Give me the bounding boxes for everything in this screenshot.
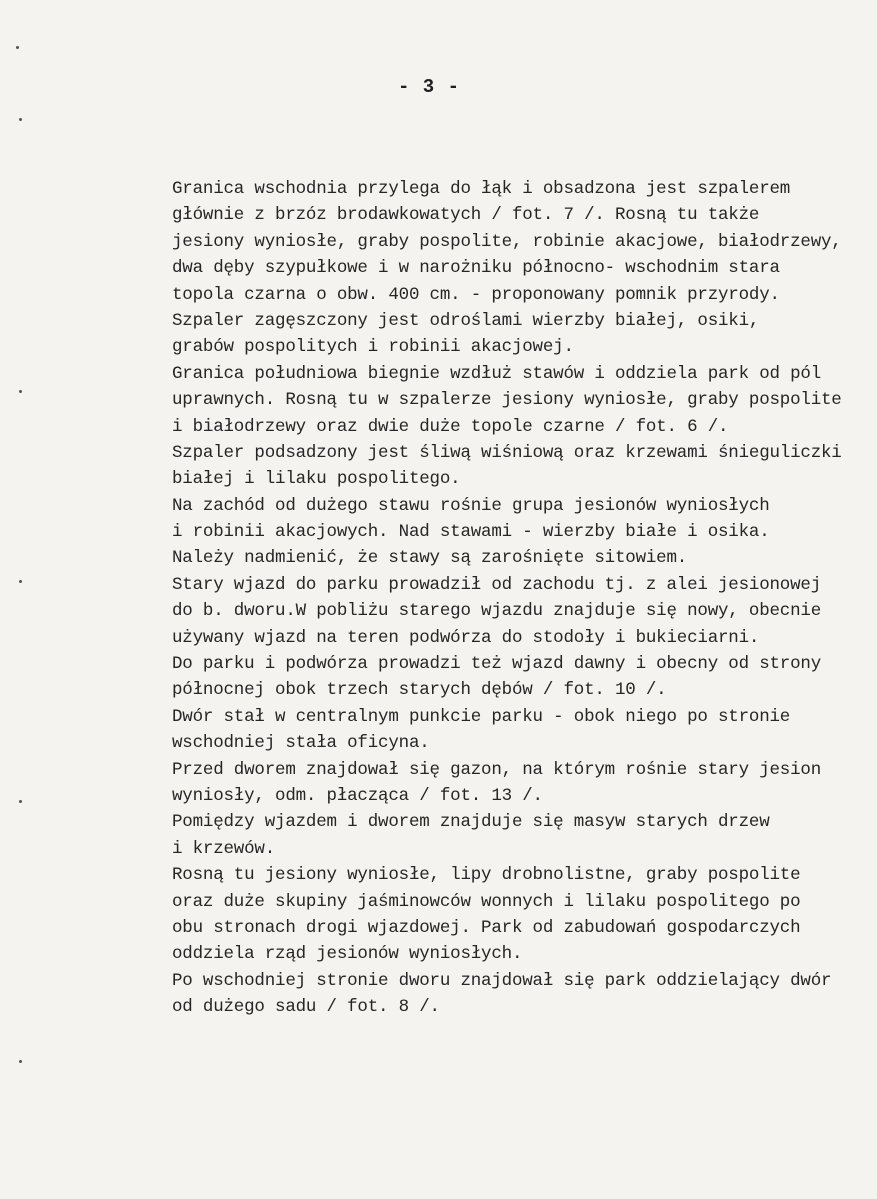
- text-line: Rosną tu jesiony wyniosłe, lipy drobnolistne, graby pospolite: [172, 865, 801, 886]
- text-line: dwa dęby szypułkowe i w narożniku północno- wschodnim stara: [172, 258, 780, 279]
- text-line: oddziela rząd jesionów wyniosłych.: [172, 944, 523, 965]
- text-line: topola czarna o obw. 400 cm. - proponowany pomnik przyrody.: [172, 284, 780, 305]
- margin-mark: [19, 580, 22, 583]
- text-line: głównie z brzóz brodawkowatych / fot. 7 /. Rosną tu także: [172, 205, 760, 226]
- text-line: używany wjazd na teren podwórza do stodoły i bukieciarni.: [172, 627, 760, 648]
- margin-mark: [19, 1060, 22, 1063]
- text-line: wyniosły, odm. płacząca / fot. 13 /.: [172, 785, 543, 806]
- text-line: Na zachód od dużego stawu rośnie grupa jesionów wyniosłych: [172, 495, 770, 516]
- margin-mark: [19, 390, 22, 393]
- text-line: Granica wschodnia przylega do łąk i obsadzona jest szpalerem: [172, 179, 791, 199]
- text-line: Dwór stał w centralnym punkcie parku - obok niego po stronie: [172, 706, 791, 727]
- body-text: [172, 176, 862, 1021]
- text-line: białej i lilaku pospolitego.: [172, 469, 461, 490]
- text-line: Należy nadmienić, że stawy są zarośnięte sitowiem.: [172, 548, 688, 569]
- text-line: i krzewów.: [172, 838, 276, 859]
- text-line: oraz duże skupiny jaśminowców wonnych i lilaku pospolitego po: [172, 891, 801, 912]
- text-line: obu stronach drogi wjazdowej. Park od zabudowań gospodarczych: [172, 917, 801, 938]
- text-line: od dużego sadu / fot. 8 /.: [172, 997, 440, 1018]
- text-line: Przed dworem znajdował się gazon, na którym rośnie stary jesion: [172, 759, 822, 780]
- text-line: jesiony wyniosłe, graby pospolite, robinie akacjowe, białodrzewy,: [172, 231, 842, 252]
- text-line: Pomiędzy wjazdem i dworem znajduje się masyw starych drzew: [172, 812, 770, 833]
- text-line: Granica południowa biegnie wzdłuż stawów i oddziela park od pól: [172, 363, 822, 384]
- page-number: - 3 -: [398, 76, 461, 98]
- text-line: północnej obok trzech starych dębów / fot. 10 /.: [172, 680, 667, 701]
- text-line: i robinii akacjowych. Nad stawami - wierzby białe i osika.: [172, 522, 770, 543]
- text-line: Szpaler podsadzony jest śliwą wiśniową oraz krzewami śnieguliczki: [172, 442, 842, 463]
- margin-mark: [16, 46, 19, 49]
- text-line: grabów pospolitych i robinii akacjowej.: [172, 337, 574, 358]
- margin-mark: [19, 800, 22, 803]
- text-line: wschodniej stała oficyna.: [172, 733, 430, 754]
- text-line: do b. dworu.W pobliżu starego wjazdu znajduje się nowy, obecnie: [172, 601, 822, 622]
- text-line: i białodrzewy oraz dwie duże topole czarne / fot. 6 /.: [172, 416, 729, 437]
- text-line: Szpaler zagęszczony jest odroślami wierzby białej, osiki,: [172, 310, 760, 331]
- text-line: Do parku i podwórza prowadzi też wjazd dawny i obecny od strony: [172, 654, 822, 675]
- text-line: Po wschodniej stronie dworu znajdował się park oddzielający dwór: [172, 970, 832, 991]
- margin-mark: [19, 118, 22, 121]
- text-line: uprawnych. Rosną tu w szpalerze jesiony wyniosłe, graby pospolite: [172, 390, 842, 411]
- text-line: Stary wjazd do parku prowadził od zachodu tj. z alei jesionowej: [172, 574, 822, 595]
